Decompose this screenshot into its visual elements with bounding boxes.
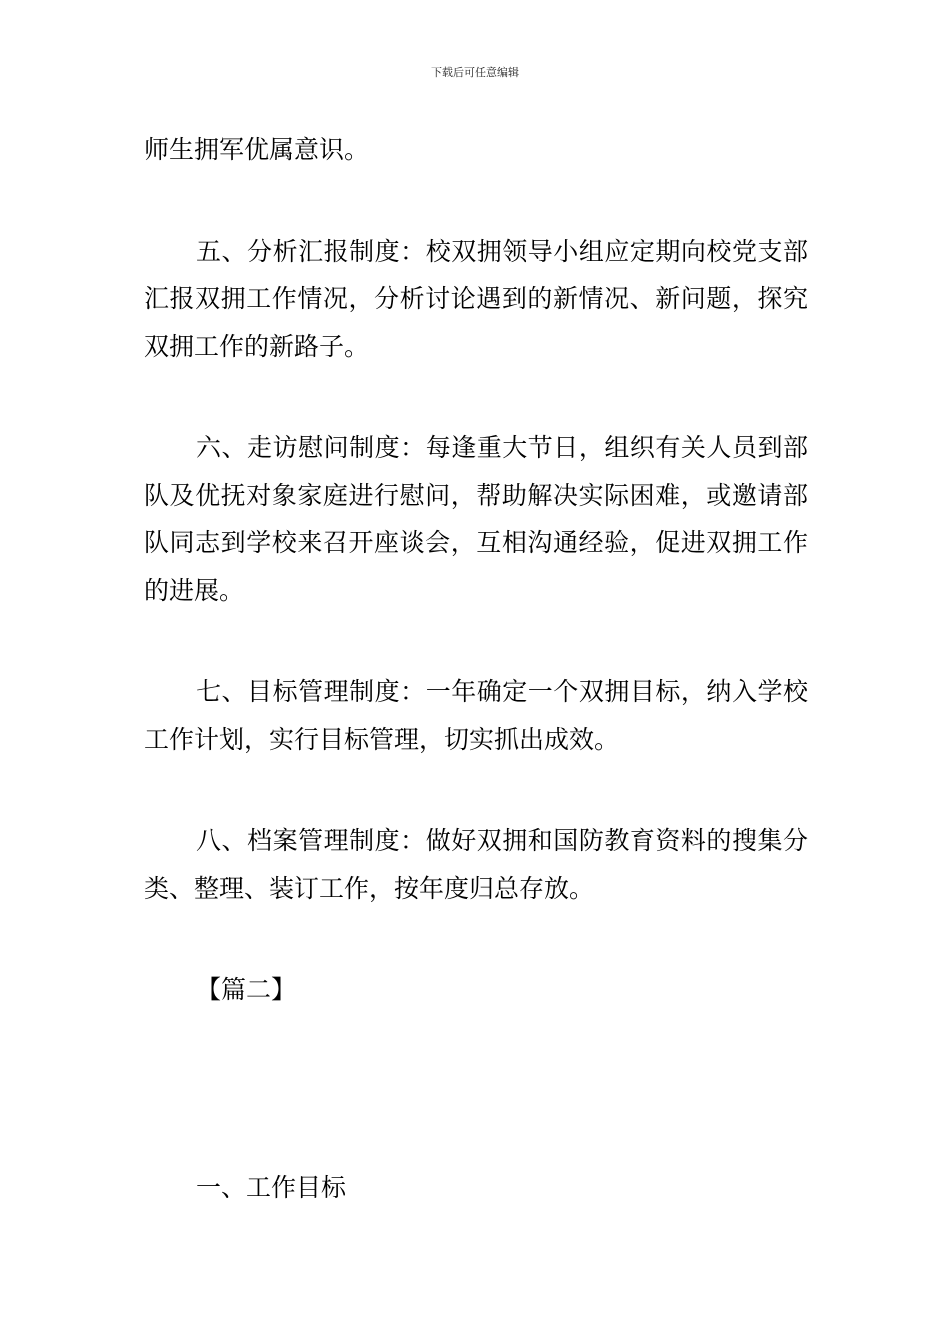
document-body: [144, 126, 808, 1211]
section-heading-goals: 一、工作目标: [196, 1172, 347, 1202]
page-header-note: 下载后可任意编辑: [431, 66, 519, 79]
part-heading: 【篇二】: [196, 975, 297, 1004]
paragraph-section-7: 七、目标管理制度：一年确定一个双拥目标，纳入学校工作计划，实行目标管理，切实抓出成效。: [144, 677, 808, 754]
paragraph-section-6: 六、走访慰问制度：每逢重大节日，组织有关人员到部队及优抚对象家庭进行慰问，帮助解决实际困难，或邀请部队同志到学校来召开座谈会，互相沟通经验，促进双拥工作的进展。: [144, 433, 808, 605]
paragraph-section-5: 五、分析汇报制度：校双拥领导小组应定期向校党支部汇报双拥工作情况，分析讨论遇到的新情况、新问题，探究双拥工作的新路子。: [144, 236, 808, 361]
paragraph-continuation: 师生拥军优属意识。: [144, 135, 370, 164]
paragraph-section-8: 八、档案管理制度：做好双拥和国防教育资料的搜集分类、整理、装订工作，按年度归总存放。: [144, 826, 808, 903]
